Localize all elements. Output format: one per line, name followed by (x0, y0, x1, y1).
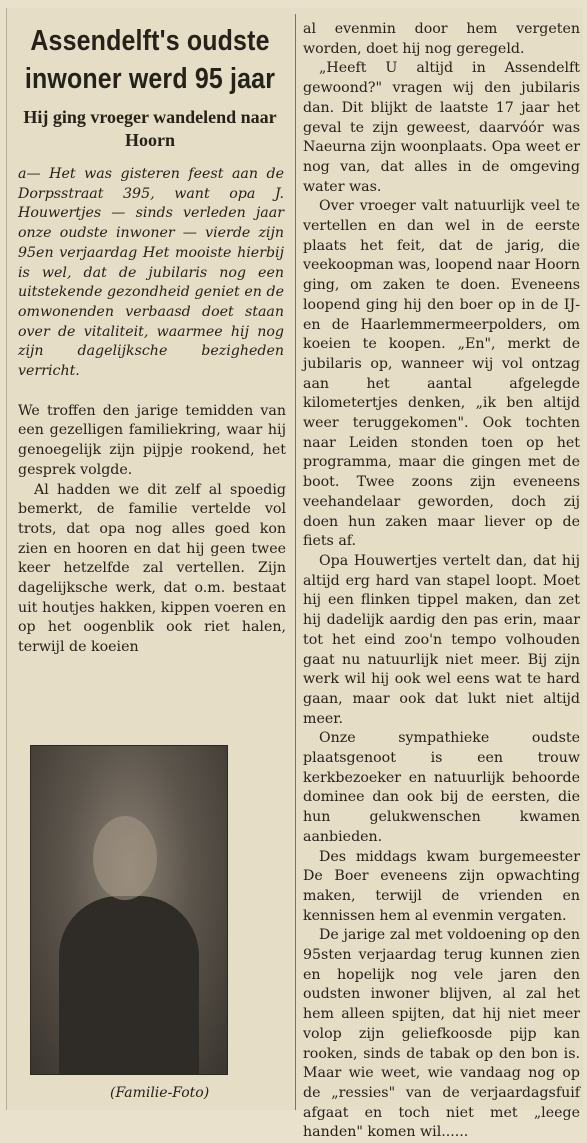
paragraph: Al hadden we dit zelf al spoedig bemerkt, de familie vertelde vol trots, dat opa nog alles goed kon zien en hooren en dat hij geen twee keer hetzelfde zal vertellen. Zijn dagelijksche werk, dat o.m. bestaat uit houtjes hakken, kippen voeren en op het oogenblik ook riet halen, terwijl de koeien (18, 481, 286, 656)
paragraph: Onze sympathieke oudste plaatsgenoot is een trouw kerkbezoeker en natuurlijk behoorde dominee dan ook bij de eersten, die hun gelukwenschen kwamen aanbieden. (303, 730, 580, 845)
headline: Assendelft's oudste inwoner werd 95 jaar (24, 25, 276, 95)
paragraph: Over vroeger valt natuurlijk veel te vertellen en dan wel in de eerste plaats het feit, dat de jarig, die veekoopman was, loopend naar Hoorn ging, om zaken te doen. Eveneens loopend ging hij den boer op in de IJ- en de Haarlemmermeerpolders, om koeien te koopen. „En", merkt de jubilaris op, wanneer wij vol ontzag aan het aantal afgelegde kilometertjes denken, „ik ben altijd weer teruggekomen". Ook tochten naar Leiden stonden toen op het programma, maar die gingen met de boot. Twee zoons zijn eveneens veehandelaar geworden, doch zij doen hun zaken maar liever op de fiets af. (303, 198, 580, 550)
paragraph: De jarige zal met voldoening op den 95sten verjaardag terug kunnen zien en hopelijk nog vele jaren den oudsten inwoner blijven, al zal het hem alleen spijten, dat hij niet meer volop zijn geliefkoosde pijp kan rooken, sinds de tabak op den bon is. Maar wie weet, wie vandaag nog op de „ressies" van de verjaardagsfuif afgaat en toch niet met „leege handen" komen wil...... (303, 927, 580, 1141)
paragraph: „Heeft U altijd in Assendelft gewoond?" vragen wij den jubilaris dan. Dit blijkt de laatste 17 jaar het geval te zijn geweest, daarvóór was Naeurna zijn woonplaats. Opa weet er nog van, dat alles in de omgeving water was. (303, 60, 580, 195)
lead-paragraph: a— Het was gisteren feest aan de Dorpsstraat 395, want opa J. Houwertjes — sinds verleden jaar onze oudste inwoner — vierde zijn 95en verjaardag Het mooiste hierbij is wel, dat de jubilaris nog een uitstekende gezondheid geniet en de omwonenden verbaasd doet staan over de vitaliteit, waarmee hij nog zijn dagelijksche bezigheden verricht. (18, 166, 284, 380)
photo-caption: (Familie-Foto) (110, 1085, 210, 1101)
paragraph: We troffen den jarige temidden van een gezelligen familiekring, waar hij genoegelijk zijn pijpje rookend, het gesprek volgde. (18, 402, 286, 478)
column-divider (295, 14, 296, 1110)
left-body (18, 402, 286, 658)
paragraph: Opa Houwertjes vertelt dan, dat hij altijd erg hard van stapel loopt. Moet hij een flinken tippel maken, dan zet hij dadelijk aardig den pas erin, maar tot het eind zoo'n tempo volhouden gaat nu natuurlijk niet meer. Bij zijn werk wil hij ook wel eens wat te hard gaan, maar ook dat lukt niet altijd meer. (303, 552, 580, 727)
left-column (10, 22, 290, 658)
right-column (303, 14, 580, 1143)
paragraph: al evenmin door hem vergeten worden, doet hij nog geregeld. (303, 21, 580, 57)
family-photo (30, 745, 228, 1075)
paragraph: Des middags kwam burgemeester De Boer eveneens zijn opwachting maken, terwijl de vrienden en kennissen hem al evenmin vergaten. (303, 848, 580, 924)
right-body (303, 20, 580, 1143)
subheadline: Hij ging vroeger wandelend naar Hoorn (23, 107, 277, 150)
